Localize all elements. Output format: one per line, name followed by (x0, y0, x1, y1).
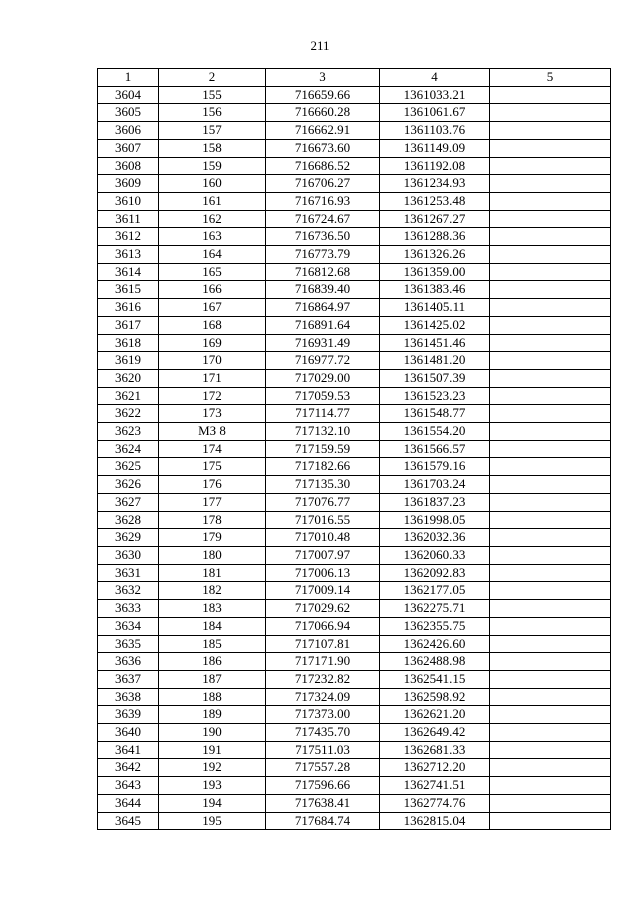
table-cell: 3633 (98, 600, 159, 618)
table-cell: 3617 (98, 316, 159, 334)
table-row (98, 617, 611, 635)
table-cell: 3612 (98, 228, 159, 246)
page-number: 211 (310, 38, 330, 53)
column-header: 2 (159, 69, 266, 87)
table-cell: 717010.48 (266, 529, 380, 547)
table-cell: 717114.77 (266, 405, 380, 423)
table-cell: 3628 (98, 511, 159, 529)
table-cell (490, 777, 611, 795)
table-cell: 1361425.02 (380, 316, 490, 334)
table-cell: 177 (159, 493, 266, 511)
table-cell (490, 210, 611, 228)
table-row (98, 741, 611, 759)
table-cell: 717596.66 (266, 777, 380, 795)
table-cell: 717182.66 (266, 458, 380, 476)
table-cell: 1361192.08 (380, 157, 490, 175)
table-cell: 3607 (98, 139, 159, 157)
table-cell: 166 (159, 281, 266, 299)
table-row (98, 246, 611, 264)
table-row (98, 405, 611, 423)
table-cell: 163 (159, 228, 266, 246)
table-cell (490, 263, 611, 281)
table-cell: 155 (159, 86, 266, 104)
table-row (98, 759, 611, 777)
table-cell: 1361998.05 (380, 511, 490, 529)
table-cell: 1361703.24 (380, 476, 490, 494)
table-cell (490, 122, 611, 140)
table-cell: МЗ 8 (159, 423, 266, 441)
table-cell: 717132.10 (266, 423, 380, 441)
table-cell: 180 (159, 546, 266, 564)
table-header-row (98, 69, 611, 87)
table-cell: 193 (159, 777, 266, 795)
table-row (98, 440, 611, 458)
table-body (98, 86, 611, 830)
table-cell: 717373.00 (266, 706, 380, 724)
table-cell (490, 617, 611, 635)
table-cell: 3621 (98, 387, 159, 405)
table-cell: 1361507.39 (380, 369, 490, 387)
table-cell: 717135.30 (266, 476, 380, 494)
table-cell: 173 (159, 405, 266, 423)
table-cell: 1362177.05 (380, 582, 490, 600)
table-cell (490, 546, 611, 564)
table-cell (490, 369, 611, 387)
table-cell (490, 653, 611, 671)
table-cell: 3624 (98, 440, 159, 458)
table-row (98, 670, 611, 688)
table-cell: 171 (159, 369, 266, 387)
table-cell: 1361566.57 (380, 440, 490, 458)
table-cell: 162 (159, 210, 266, 228)
table-cell: 717007.97 (266, 546, 380, 564)
table-row (98, 582, 611, 600)
table-cell: 716736.50 (266, 228, 380, 246)
table-cell: 3639 (98, 706, 159, 724)
table-cell (490, 316, 611, 334)
table-cell: 3640 (98, 724, 159, 742)
table-cell: 3615 (98, 281, 159, 299)
table-cell: 1361451.46 (380, 334, 490, 352)
table-cell (490, 564, 611, 582)
table-cell: 717009.14 (266, 582, 380, 600)
table-cell: 160 (159, 175, 266, 193)
table-cell (490, 635, 611, 653)
table-row (98, 635, 611, 653)
table-cell: 1362488.98 (380, 653, 490, 671)
table-cell (490, 724, 611, 742)
table-cell: 178 (159, 511, 266, 529)
table-cell (490, 741, 611, 759)
table-cell (490, 405, 611, 423)
table-row (98, 86, 611, 104)
table-cell: 1361405.11 (380, 299, 490, 317)
table-row (98, 529, 611, 547)
table-row (98, 352, 611, 370)
table-cell: 1362598.92 (380, 688, 490, 706)
table-row (98, 139, 611, 157)
table-row (98, 706, 611, 724)
table-cell: 3636 (98, 653, 159, 671)
table-cell (490, 458, 611, 476)
table-cell (490, 157, 611, 175)
table-cell: 3643 (98, 777, 159, 795)
table-cell: 3622 (98, 405, 159, 423)
table-cell (490, 334, 611, 352)
table-cell: 3632 (98, 582, 159, 600)
table-cell: 717557.28 (266, 759, 380, 777)
table-cell: 3616 (98, 299, 159, 317)
table-row (98, 387, 611, 405)
table-cell: 716977.72 (266, 352, 380, 370)
table-cell: 194 (159, 794, 266, 812)
table-cell: 179 (159, 529, 266, 547)
table-cell (490, 600, 611, 618)
table-cell: 1361579.16 (380, 458, 490, 476)
table-cell: 191 (159, 741, 266, 759)
table-cell (490, 175, 611, 193)
table-row (98, 192, 611, 210)
table-cell: 176 (159, 476, 266, 494)
table-cell: 1361234.93 (380, 175, 490, 193)
table-row (98, 157, 611, 175)
table-cell: 188 (159, 688, 266, 706)
table-cell: 1362649.42 (380, 724, 490, 742)
table-row (98, 476, 611, 494)
table-cell: 192 (159, 759, 266, 777)
table-cell (490, 228, 611, 246)
table-cell: 716716.93 (266, 192, 380, 210)
table-cell: 1361149.09 (380, 139, 490, 157)
table-cell (490, 86, 611, 104)
table-row (98, 263, 611, 281)
table-cell: 3638 (98, 688, 159, 706)
table-cell: 1362741.51 (380, 777, 490, 795)
table-cell (490, 759, 611, 777)
table-cell: 3630 (98, 546, 159, 564)
table-cell: 1362355.75 (380, 617, 490, 635)
table-cell: 1362032.36 (380, 529, 490, 547)
table-cell: 716773.79 (266, 246, 380, 264)
table-row (98, 493, 611, 511)
table-row (98, 175, 611, 193)
table-cell: 3625 (98, 458, 159, 476)
table-row (98, 104, 611, 122)
table-cell: 717324.09 (266, 688, 380, 706)
coordinates-table (97, 68, 611, 830)
table-cell: 716839.40 (266, 281, 380, 299)
table-row (98, 228, 611, 246)
table-cell: 717076.77 (266, 493, 380, 511)
table-cell: 717029.62 (266, 600, 380, 618)
table-row (98, 316, 611, 334)
column-header: 5 (490, 69, 611, 87)
table-cell: 3606 (98, 122, 159, 140)
table-row (98, 281, 611, 299)
table-row (98, 210, 611, 228)
table-cell: 190 (159, 724, 266, 742)
table-cell: 195 (159, 812, 266, 830)
table-cell (490, 670, 611, 688)
table-cell: 3637 (98, 670, 159, 688)
table-cell: 716706.27 (266, 175, 380, 193)
table-row (98, 777, 611, 795)
table-cell: 169 (159, 334, 266, 352)
table-cell: 3609 (98, 175, 159, 193)
table-cell (490, 706, 611, 724)
table-cell: 1362815.04 (380, 812, 490, 830)
table-cell (490, 582, 611, 600)
table-row (98, 688, 611, 706)
table-cell: 716931.49 (266, 334, 380, 352)
table-cell (490, 246, 611, 264)
table-cell: 1361837.23 (380, 493, 490, 511)
table-cell: 716662.91 (266, 122, 380, 140)
table-cell: 167 (159, 299, 266, 317)
table-cell: 3631 (98, 564, 159, 582)
table-cell: 1362681.33 (380, 741, 490, 759)
table-cell (490, 299, 611, 317)
table-cell: 181 (159, 564, 266, 582)
table-cell: 1362541.15 (380, 670, 490, 688)
table-cell: 1362092.83 (380, 564, 490, 582)
table-cell (490, 387, 611, 405)
table-cell: 3604 (98, 86, 159, 104)
table-cell: 717066.94 (266, 617, 380, 635)
table-cell: 1361554.20 (380, 423, 490, 441)
table-cell: 3614 (98, 263, 159, 281)
table-cell: 3627 (98, 493, 159, 511)
table-cell: 1361288.36 (380, 228, 490, 246)
table-cell: 717232.82 (266, 670, 380, 688)
table-cell: 1362774.76 (380, 794, 490, 812)
table-cell: 1361267.27 (380, 210, 490, 228)
table-cell: 182 (159, 582, 266, 600)
column-header: 1 (98, 69, 159, 87)
table-cell (490, 493, 611, 511)
table-cell: 184 (159, 617, 266, 635)
table-row (98, 299, 611, 317)
table-cell: 165 (159, 263, 266, 281)
table-row (98, 458, 611, 476)
table-cell (490, 812, 611, 830)
table-cell: 186 (159, 653, 266, 671)
table-cell (490, 440, 611, 458)
table-cell: 168 (159, 316, 266, 334)
table-cell: 158 (159, 139, 266, 157)
table-cell: 161 (159, 192, 266, 210)
table-cell: 716686.52 (266, 157, 380, 175)
table-cell: 156 (159, 104, 266, 122)
table-cell (490, 476, 611, 494)
table-row (98, 653, 611, 671)
table-cell: 1362426.60 (380, 635, 490, 653)
table-row (98, 564, 611, 582)
table-cell: 716724.67 (266, 210, 380, 228)
table-cell: 172 (159, 387, 266, 405)
table-row (98, 511, 611, 529)
table-cell: 717511.03 (266, 741, 380, 759)
table-cell: 717435.70 (266, 724, 380, 742)
table-cell (490, 529, 611, 547)
table-cell (490, 139, 611, 157)
table-cell: 1361481.20 (380, 352, 490, 370)
table-cell: 717684.74 (266, 812, 380, 830)
table-cell: 1362712.20 (380, 759, 490, 777)
table-cell: 159 (159, 157, 266, 175)
table-row (98, 546, 611, 564)
table-cell (490, 104, 611, 122)
table-cell (490, 192, 611, 210)
table-cell: 3645 (98, 812, 159, 830)
table-row (98, 794, 611, 812)
table-cell: 716673.60 (266, 139, 380, 157)
table-cell: 187 (159, 670, 266, 688)
table-cell: 717059.53 (266, 387, 380, 405)
table-cell: 1361359.00 (380, 263, 490, 281)
table-cell: 716659.66 (266, 86, 380, 104)
table-cell: 3611 (98, 210, 159, 228)
table-row (98, 812, 611, 830)
table-cell: 3626 (98, 476, 159, 494)
table-cell: 3629 (98, 529, 159, 547)
table-cell: 717107.81 (266, 635, 380, 653)
table-cell: 717029.00 (266, 369, 380, 387)
table-cell: 3605 (98, 104, 159, 122)
table-cell: 175 (159, 458, 266, 476)
table-cell: 170 (159, 352, 266, 370)
table-row (98, 423, 611, 441)
table-cell: 3642 (98, 759, 159, 777)
table-row (98, 122, 611, 140)
table-cell: 1361061.67 (380, 104, 490, 122)
table-cell: 1361253.48 (380, 192, 490, 210)
table-cell (490, 352, 611, 370)
table-cell: 717006.13 (266, 564, 380, 582)
column-header: 4 (380, 69, 490, 87)
table-cell: 716660.28 (266, 104, 380, 122)
table-cell: 164 (159, 246, 266, 264)
table-cell: 3618 (98, 334, 159, 352)
table-cell: 3613 (98, 246, 159, 264)
table-cell: 174 (159, 440, 266, 458)
table-cell: 3635 (98, 635, 159, 653)
table-cell: 3610 (98, 192, 159, 210)
table-cell: 3608 (98, 157, 159, 175)
table-cell (490, 423, 611, 441)
table-row (98, 724, 611, 742)
table-cell: 1362275.71 (380, 600, 490, 618)
table-cell: 716891.64 (266, 316, 380, 334)
table-cell: 717638.41 (266, 794, 380, 812)
table-cell: 717159.59 (266, 440, 380, 458)
table-row (98, 334, 611, 352)
table-cell (490, 794, 611, 812)
table-cell: 716864.97 (266, 299, 380, 317)
table-cell: 157 (159, 122, 266, 140)
table-cell: 3623 (98, 423, 159, 441)
table-cell: 3620 (98, 369, 159, 387)
table-cell: 1361523.23 (380, 387, 490, 405)
table-cell: 1362621.20 (380, 706, 490, 724)
table-cell: 717171.90 (266, 653, 380, 671)
table-cell: 185 (159, 635, 266, 653)
table-row (98, 600, 611, 618)
table-cell: 1361383.46 (380, 281, 490, 299)
table-cell: 1361548.77 (380, 405, 490, 423)
column-header: 3 (266, 69, 380, 87)
table-cell: 3644 (98, 794, 159, 812)
table-cell (490, 688, 611, 706)
table-cell: 1361326.26 (380, 246, 490, 264)
table-cell: 3619 (98, 352, 159, 370)
table-cell: 1361033.21 (380, 86, 490, 104)
table-cell: 716812.68 (266, 263, 380, 281)
table-row (98, 369, 611, 387)
table-cell: 3641 (98, 741, 159, 759)
table-cell: 3634 (98, 617, 159, 635)
table-cell (490, 281, 611, 299)
table-cell: 717016.55 (266, 511, 380, 529)
table-cell (490, 511, 611, 529)
table-cell: 189 (159, 706, 266, 724)
table-cell: 1361103.76 (380, 122, 490, 140)
table-cell: 1362060.33 (380, 546, 490, 564)
table-cell: 183 (159, 600, 266, 618)
